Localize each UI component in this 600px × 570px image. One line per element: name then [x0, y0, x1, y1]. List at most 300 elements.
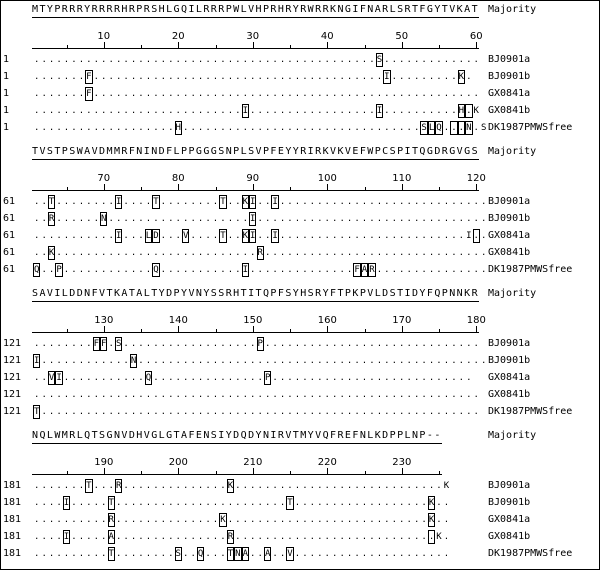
residue: . — [324, 265, 330, 275]
residue: . — [272, 55, 278, 65]
residue-difference: I — [63, 498, 70, 508]
residue: . — [264, 481, 271, 491]
residue: . — [406, 231, 412, 241]
residue-difference: F — [93, 339, 100, 349]
residue: . — [183, 339, 189, 349]
residue: . — [309, 214, 316, 224]
residue-difference: Q — [153, 265, 159, 275]
residue: . — [413, 373, 420, 383]
residue: . — [384, 515, 390, 525]
residue: . — [257, 106, 263, 116]
residue: . — [86, 407, 92, 417]
residue: . — [279, 373, 286, 383]
residue: . — [257, 356, 263, 366]
residue: . — [354, 55, 360, 65]
residue: . — [406, 390, 412, 400]
residue: . — [71, 390, 77, 400]
residue: . — [93, 248, 100, 258]
residue-difference: P — [264, 373, 271, 383]
residue-difference: K — [428, 515, 435, 525]
residue: . — [413, 339, 420, 349]
residue: . — [153, 72, 159, 82]
residue: . — [48, 356, 55, 366]
residue: . — [413, 498, 420, 508]
residue: . — [86, 356, 92, 366]
ruler-number: 130 — [94, 315, 114, 326]
residue: . — [78, 265, 85, 275]
residue: . — [302, 197, 308, 207]
residue: . — [183, 407, 189, 417]
residue: . — [369, 390, 375, 400]
residue: . — [264, 106, 271, 116]
residue: . — [428, 89, 435, 99]
residue: . — [205, 72, 211, 82]
ruler-tick — [216, 471, 217, 474]
residue: . — [466, 72, 472, 82]
residue: . — [324, 407, 330, 417]
residue: . — [183, 515, 189, 525]
residue: . — [294, 214, 301, 224]
residue: . — [123, 197, 129, 207]
residue: . — [324, 390, 330, 400]
residue: . — [93, 214, 100, 224]
residue: . — [399, 72, 405, 82]
residue: . — [115, 373, 122, 383]
residue: . — [212, 481, 219, 491]
residue: . — [183, 549, 189, 559]
residue: . — [145, 356, 152, 366]
residue: . — [361, 214, 368, 224]
sequence-name: GX0841b — [488, 247, 531, 258]
residue: . — [287, 197, 293, 207]
ruler-number: 60 — [469, 31, 483, 42]
residue-difference: R — [227, 532, 234, 542]
residue: . — [41, 390, 47, 400]
residue: . — [317, 231, 323, 241]
ruler-number: 100 — [317, 173, 337, 184]
residue: . — [145, 72, 152, 82]
residue-difference: . — [466, 106, 472, 116]
residue: . — [391, 390, 398, 400]
residue: . — [399, 407, 405, 417]
residue: . — [168, 265, 174, 275]
residue: . — [212, 123, 219, 133]
residue: . — [309, 356, 316, 366]
residue: . — [212, 498, 219, 508]
residue: . — [436, 106, 442, 116]
residue: . — [391, 339, 398, 349]
residue-difference: L — [428, 123, 435, 133]
residue: . — [324, 55, 330, 65]
residue: . — [376, 339, 383, 349]
residue: . — [443, 498, 450, 508]
residue: . — [205, 515, 211, 525]
residue: . — [197, 123, 204, 133]
residue: . — [309, 373, 316, 383]
row-start-position: 1 — [3, 105, 10, 116]
ruler-tick — [178, 42, 179, 48]
ruler-line — [32, 48, 479, 49]
residue: . — [287, 515, 293, 525]
residue: . — [145, 197, 152, 207]
residue: . — [175, 339, 181, 349]
residue: . — [205, 549, 211, 559]
residue: . — [130, 407, 137, 417]
residue: . — [160, 89, 167, 99]
residue: . — [34, 532, 40, 542]
residue: . — [123, 89, 129, 99]
residue: . — [153, 481, 159, 491]
residue: . — [63, 231, 70, 241]
residue: . — [235, 197, 241, 207]
residue: . — [212, 214, 219, 224]
residue: . — [264, 356, 271, 366]
residue-difference: S — [376, 55, 383, 65]
residue: . — [212, 197, 219, 207]
residue: . — [279, 549, 286, 559]
residue: . — [212, 407, 219, 417]
residue: . — [250, 498, 256, 508]
residue: . — [242, 55, 249, 65]
residue: . — [466, 214, 472, 224]
residue: . — [346, 515, 353, 525]
residue: . — [346, 55, 353, 65]
residue: . — [168, 72, 174, 82]
residue: . — [145, 89, 152, 99]
residue: . — [264, 123, 271, 133]
residue: . — [220, 481, 226, 491]
residue: . — [183, 265, 189, 275]
residue: . — [354, 248, 360, 258]
residue: . — [183, 390, 189, 400]
residue: . — [175, 515, 181, 525]
residue: . — [168, 89, 174, 99]
residue: . — [190, 481, 196, 491]
residue: . — [235, 72, 241, 82]
ruler-number: 150 — [243, 315, 263, 326]
residue: . — [130, 106, 137, 116]
residue: . — [264, 515, 271, 525]
residue: . — [235, 55, 241, 65]
residue: . — [93, 532, 100, 542]
residue: . — [384, 481, 390, 491]
residue: . — [324, 356, 330, 366]
residue-difference: F — [86, 89, 92, 99]
ruler-tick — [141, 187, 142, 190]
residue: . — [332, 356, 338, 366]
residue: . — [130, 123, 137, 133]
residue: . — [317, 265, 323, 275]
residue: . — [250, 123, 256, 133]
ruler-tick — [253, 184, 254, 190]
residue: . — [63, 515, 70, 525]
residue: . — [212, 549, 219, 559]
row-start-position: 1 — [3, 71, 10, 82]
residue: . — [428, 481, 435, 491]
residue: . — [145, 390, 152, 400]
residue: . — [376, 356, 383, 366]
residue: . — [48, 515, 55, 525]
residue: . — [324, 89, 330, 99]
residue: . — [183, 532, 189, 542]
residue: . — [235, 106, 241, 116]
residue-difference: N — [101, 214, 107, 224]
residue: . — [153, 373, 159, 383]
ruler-tick — [402, 184, 403, 190]
residue: . — [346, 532, 353, 542]
residue: . — [384, 248, 390, 258]
residue: . — [264, 248, 271, 258]
residue: . — [339, 248, 345, 258]
residue: . — [369, 356, 375, 366]
residue: . — [138, 390, 144, 400]
residue: . — [399, 55, 405, 65]
residue: . — [399, 214, 405, 224]
residue: . — [250, 106, 256, 116]
residue: . — [428, 106, 435, 116]
residue: . — [108, 390, 114, 400]
residue: . — [451, 265, 457, 275]
residue: . — [339, 214, 345, 224]
ruler-number: 170 — [392, 315, 412, 326]
residue: . — [115, 356, 122, 366]
residue: . — [138, 407, 144, 417]
ruler-number: 80 — [171, 173, 185, 184]
residue: . — [250, 72, 256, 82]
ruler-number: 140 — [168, 315, 188, 326]
residue: . — [302, 248, 308, 258]
residue: . — [279, 106, 286, 116]
residue: . — [130, 248, 137, 258]
residue: . — [481, 248, 487, 258]
residue: . — [108, 407, 114, 417]
residue: . — [294, 123, 301, 133]
residue: . — [190, 339, 196, 349]
residue: . — [302, 356, 308, 366]
ruler-tick — [141, 45, 142, 48]
ruler-tick — [290, 329, 291, 332]
residue: . — [257, 373, 263, 383]
residue: . — [183, 356, 189, 366]
residue: . — [138, 356, 144, 366]
residue: . — [205, 356, 211, 366]
residue: . — [294, 532, 301, 542]
residue: . — [287, 532, 293, 542]
residue: . — [354, 339, 360, 349]
residue-difference: S — [115, 339, 122, 349]
residue: . — [168, 248, 174, 258]
residue: . — [63, 356, 70, 366]
residue: . — [145, 515, 152, 525]
residue: . — [101, 231, 107, 241]
residue: . — [34, 197, 40, 207]
residue: K — [473, 106, 479, 116]
residue: . — [101, 356, 107, 366]
residue: . — [287, 123, 293, 133]
ruler-tick — [365, 329, 366, 332]
residue: . — [205, 231, 211, 241]
residue: . — [302, 265, 308, 275]
residue: . — [108, 55, 114, 65]
residue: . — [451, 231, 457, 241]
residue: . — [451, 373, 457, 383]
residue: . — [183, 89, 189, 99]
residue: . — [242, 407, 249, 417]
residue: . — [160, 356, 167, 366]
ruler-tick — [402, 326, 403, 332]
residue: . — [34, 72, 40, 82]
residue: . — [354, 515, 360, 525]
residue: . — [302, 106, 308, 116]
residue: . — [309, 390, 316, 400]
residue: . — [115, 248, 122, 258]
residue: . — [56, 515, 62, 525]
ruler-number: 180 — [466, 315, 486, 326]
residue: . — [86, 549, 92, 559]
residue: . — [384, 123, 390, 133]
residue: . — [346, 390, 353, 400]
residue-difference: V — [48, 373, 55, 383]
residue: . — [413, 106, 420, 116]
residue: . — [473, 197, 479, 207]
residue: . — [317, 532, 323, 542]
residue: . — [309, 106, 316, 116]
residue: . — [264, 214, 271, 224]
ruler-number: 40 — [320, 31, 334, 42]
residue: . — [153, 123, 159, 133]
residue: . — [212, 72, 219, 82]
ruler-tick — [216, 329, 217, 332]
residue: . — [145, 532, 152, 542]
residue: . — [145, 339, 152, 349]
residue-difference: I — [56, 373, 62, 383]
residue: . — [339, 72, 345, 82]
residue: . — [294, 231, 301, 241]
residue: . — [413, 549, 420, 559]
residue: . — [279, 498, 286, 508]
residue: . — [153, 407, 159, 417]
ruler-tick — [327, 42, 328, 48]
residue: . — [78, 481, 85, 491]
residue: . — [413, 55, 420, 65]
residue: . — [108, 231, 114, 241]
residue: . — [153, 356, 159, 366]
residue: . — [317, 407, 323, 417]
residue: . — [63, 549, 70, 559]
residue: . — [197, 356, 204, 366]
residue: . — [436, 197, 442, 207]
residue: . — [428, 72, 435, 82]
residue: . — [190, 356, 196, 366]
sequence-name: GX0841a — [488, 88, 531, 99]
residue: . — [34, 515, 40, 525]
residue: . — [272, 549, 278, 559]
residue: . — [175, 231, 181, 241]
residue: . — [227, 373, 234, 383]
residue: . — [317, 72, 323, 82]
residue: . — [287, 356, 293, 366]
residue-difference: . — [451, 123, 457, 133]
residue: . — [250, 248, 256, 258]
residue: . — [197, 106, 204, 116]
residue: . — [34, 498, 40, 508]
residue: . — [86, 55, 92, 65]
ruler-tick — [141, 329, 142, 332]
residue: . — [78, 339, 85, 349]
residue: . — [421, 373, 427, 383]
residue: . — [190, 265, 196, 275]
sequence-name: DK1987PMWSfree — [488, 122, 573, 133]
ruler-tick — [104, 468, 105, 474]
residue: . — [466, 55, 472, 65]
sequence-name: GX0841b — [488, 389, 531, 400]
residue: . — [153, 55, 159, 65]
residue: . — [34, 339, 40, 349]
row-start-position: 121 — [3, 355, 22, 366]
sequence-name: GX0841b — [488, 531, 531, 542]
residue: . — [78, 123, 85, 133]
residue: . — [227, 89, 234, 99]
residue: . — [443, 197, 450, 207]
residue-difference: K — [428, 498, 435, 508]
residue: . — [101, 265, 107, 275]
residue: . — [175, 248, 181, 258]
consensus-underline — [32, 301, 479, 302]
residue-difference: S — [421, 123, 427, 133]
residue: . — [250, 532, 256, 542]
residue: . — [160, 265, 167, 275]
residue: . — [317, 356, 323, 366]
residue: . — [287, 373, 293, 383]
residue: . — [481, 214, 487, 224]
residue: . — [272, 407, 278, 417]
residue: . — [443, 89, 450, 99]
residue: . — [361, 390, 368, 400]
residue: . — [41, 72, 47, 82]
residue: . — [264, 339, 271, 349]
residue: . — [168, 390, 174, 400]
residue: . — [227, 106, 234, 116]
residue: . — [428, 214, 435, 224]
residue: . — [376, 197, 383, 207]
residue: . — [153, 549, 159, 559]
residue: . — [138, 89, 144, 99]
residue: . — [78, 390, 85, 400]
residue: . — [123, 481, 129, 491]
residue: . — [346, 72, 353, 82]
residue: . — [369, 407, 375, 417]
residue: . — [197, 407, 204, 417]
residue: . — [406, 407, 412, 417]
residue: . — [466, 373, 472, 383]
sequence-name: GX0841b — [488, 105, 531, 116]
residue: . — [436, 214, 442, 224]
sequence-name: DK1987PMWSfree — [488, 264, 573, 275]
residue-difference: N — [466, 123, 472, 133]
residue: . — [369, 55, 375, 65]
residue: . — [279, 123, 286, 133]
residue: . — [317, 339, 323, 349]
residue: . — [123, 373, 129, 383]
residue: . — [324, 231, 330, 241]
sequence-name: GX0841a — [488, 372, 531, 383]
residue: . — [235, 339, 241, 349]
residue: . — [317, 390, 323, 400]
residue: . — [443, 265, 450, 275]
residue: . — [279, 72, 286, 82]
residue: . — [294, 390, 301, 400]
residue: . — [466, 339, 472, 349]
